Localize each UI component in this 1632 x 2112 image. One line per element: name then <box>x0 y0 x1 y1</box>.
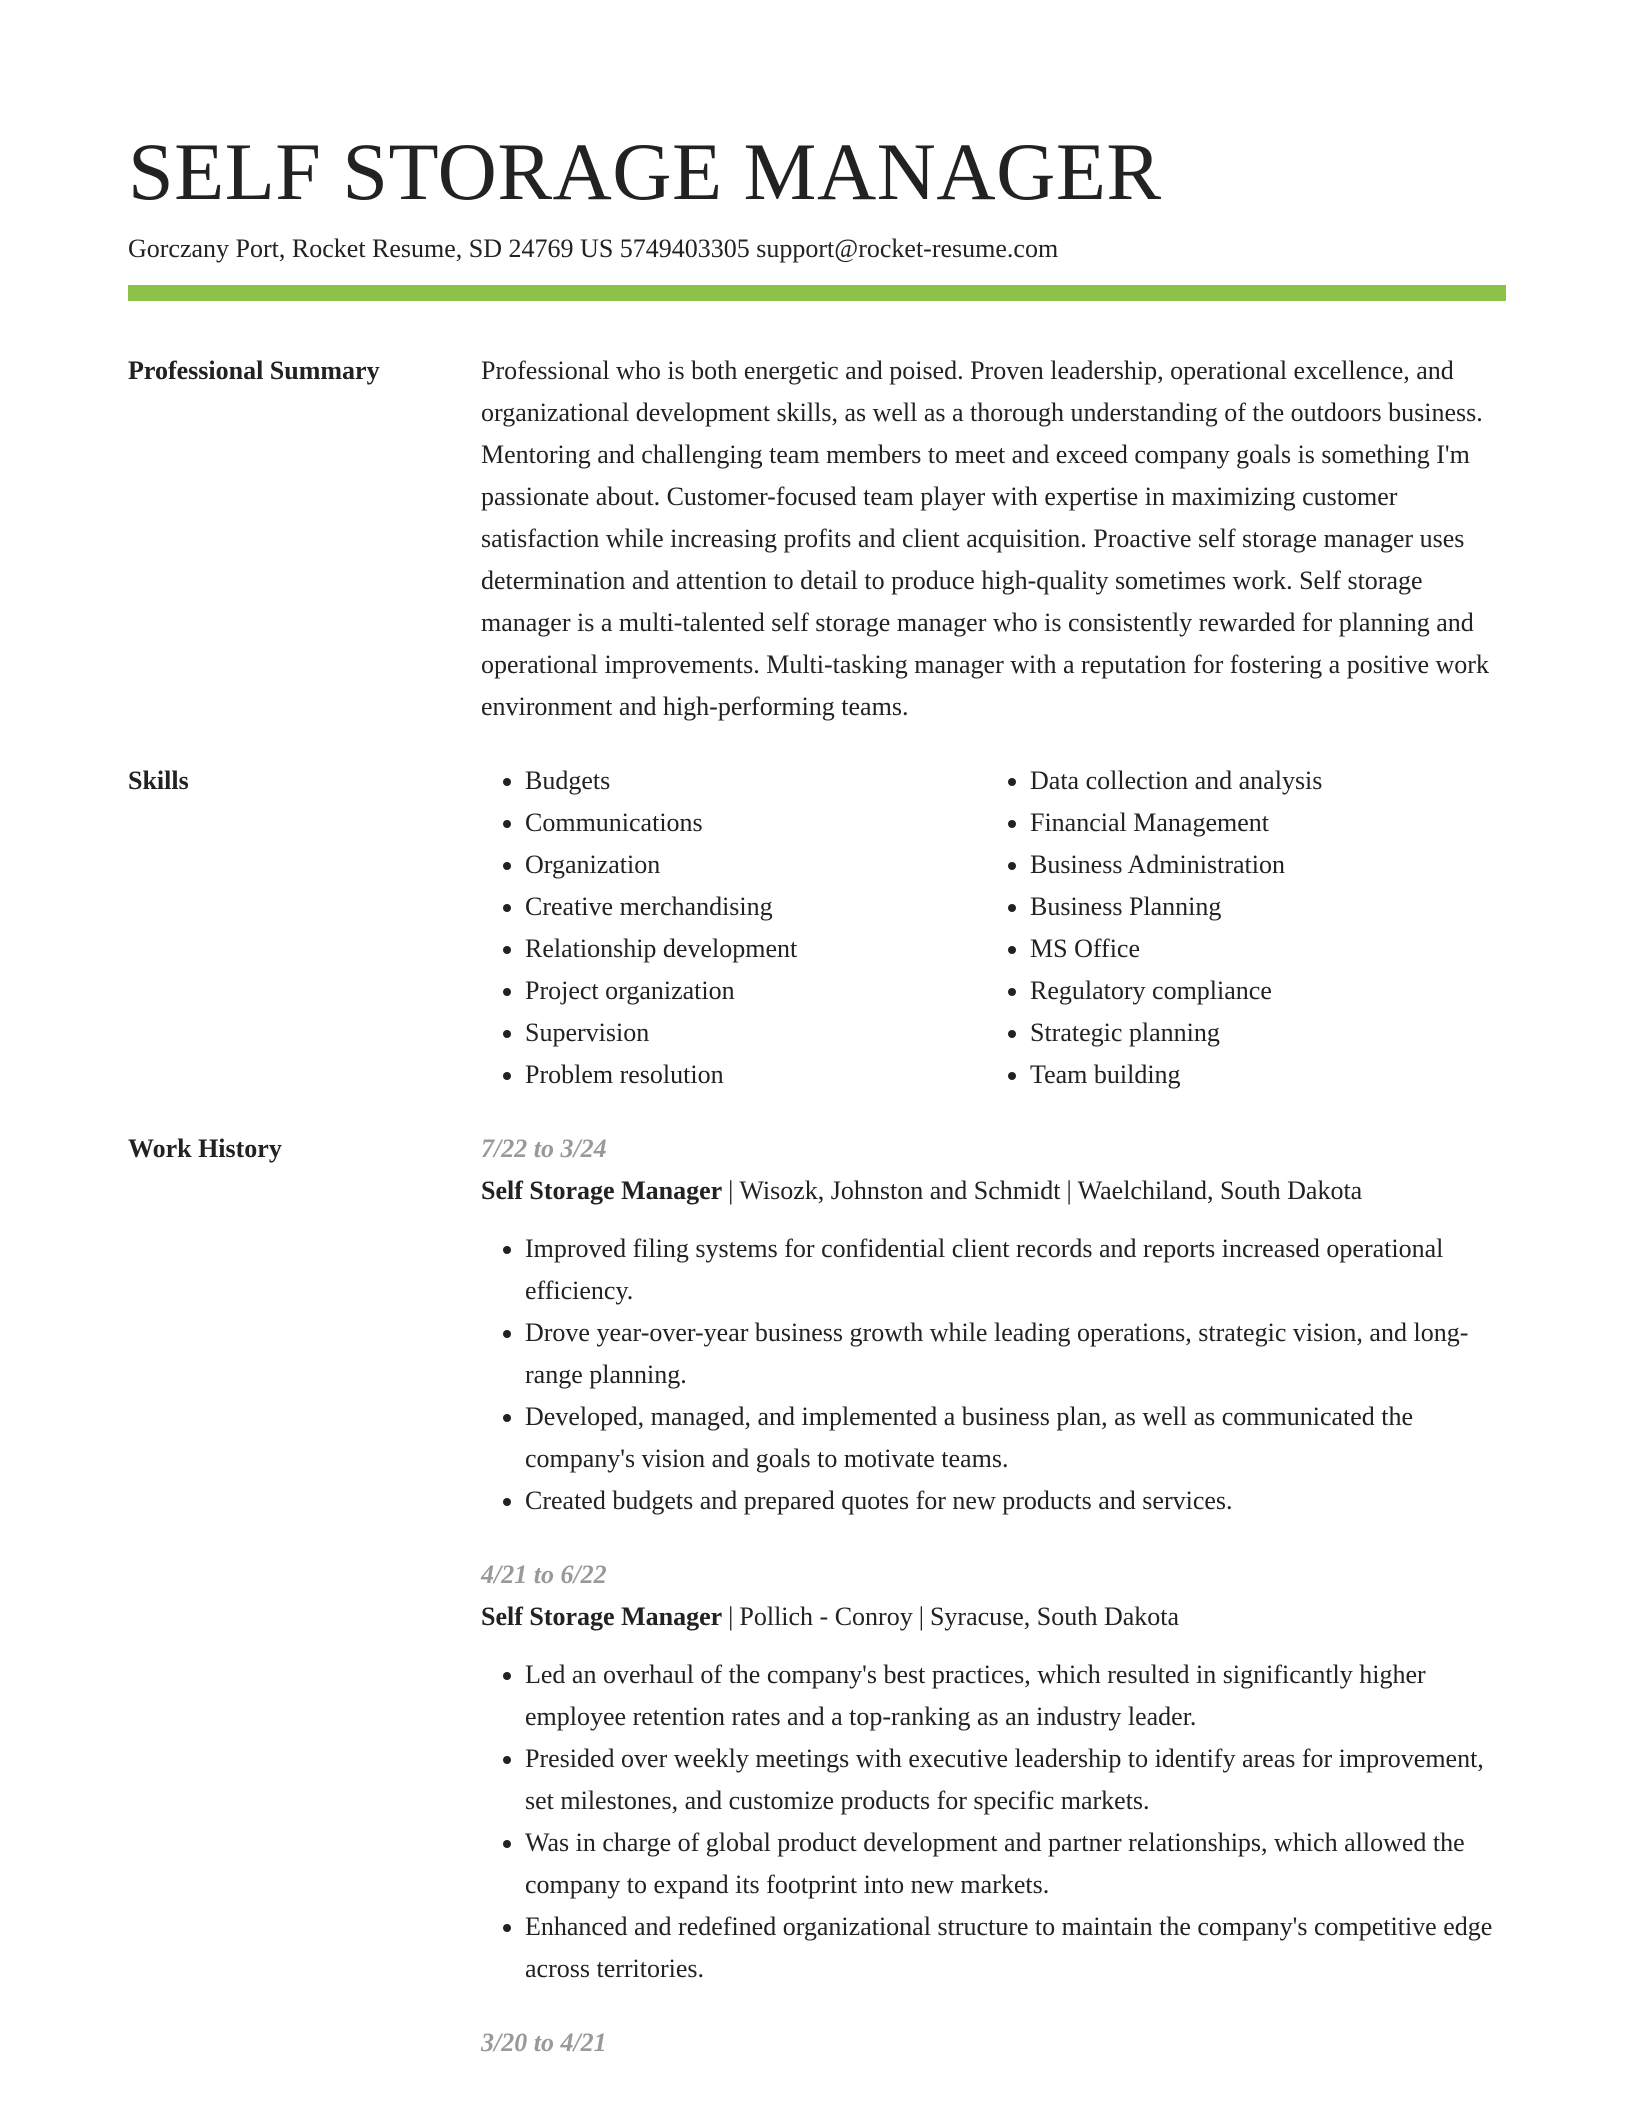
skill-item: • Creative merchandising <box>525 886 986 928</box>
skill-item: • Problem resolution <box>525 1054 986 1096</box>
contact-email: support@rocket-resume.com <box>756 234 1059 263</box>
job-bullet: • Improved filing systems for confidential client records and reports increased operational efficiency. <box>525 1228 1506 1312</box>
work-section <box>128 1128 1506 2096</box>
work-heading: Work History <box>128 1134 282 1163</box>
skill-item: • Supervision <box>525 1012 986 1054</box>
resume-content <box>128 350 1506 2096</box>
job-company: Wisozk, Johnston and Schmidt <box>739 1176 1061 1205</box>
skill-item: • Team building <box>1030 1054 1506 1096</box>
job-bullets <box>481 1228 1506 1522</box>
summary-text: Professional who is both energetic and poised. Proven leadership, operational excellence, and organizational development skills, as well as a thorough understanding of the outdoors business. Mentoring and challenging team members to meet and exceed company goals is something I'm passionate about. Customer-focused team player with expertise in maximizing customer satisfaction while increasing profits and client acquisition. Proactive self storage manager uses determination and attention to detail to produce high-quality sometimes work. Self storage manager is a multi-talented self storage manager who is consistently rewarded for planning and operational improvements. Multi-tasking manager with a reputation for fostering a positive work environment and high-performing teams. <box>481 356 1489 721</box>
contact-phone: 5749403305 <box>619 234 750 263</box>
separator: | <box>918 1602 924 1631</box>
work-body <box>481 1128 1506 2096</box>
job-company: Pollich - Conroy <box>739 1602 913 1631</box>
skills-section <box>128 760 1506 1096</box>
job-location: Syracuse, South Dakota <box>929 1602 1180 1631</box>
contact-line <box>128 232 1058 266</box>
job-entry <box>481 1128 1506 1522</box>
job-bullet: • Enhanced and redefined organizational structure to maintain the company's competitive edge across territories. <box>525 1906 1506 1990</box>
job-entry <box>481 2022 1506 2064</box>
skill-item: • Regulatory compliance <box>1030 970 1506 1012</box>
resume-page <box>128 0 1506 2112</box>
separator: | <box>728 1176 734 1205</box>
job-bullets <box>481 1654 1506 1990</box>
job-dates: 4/21 to 6/22 <box>481 1560 607 1589</box>
resume-name: SELF STORAGE MANAGER <box>128 126 1162 217</box>
skills-list-right <box>986 760 1506 1096</box>
skills-body <box>481 760 1506 1096</box>
skill-item: • Communications <box>525 802 986 844</box>
skill-item: • Business Planning <box>1030 886 1506 928</box>
separator: | <box>728 1602 734 1631</box>
skills-heading: Skills <box>128 766 189 795</box>
skill-item: • Financial Management <box>1030 802 1506 844</box>
skill-item: • Business Administration <box>1030 844 1506 886</box>
job-title: Self Storage Manager <box>481 1602 723 1631</box>
job-location: Waelchiland, South Dakota <box>1077 1176 1363 1205</box>
skill-item: • Project organization <box>525 970 986 1012</box>
skill-item: • Budgets <box>525 760 986 802</box>
separator: | <box>1066 1176 1072 1205</box>
skill-item: • Organization <box>525 844 986 886</box>
skill-item: • Data collection and analysis <box>1030 760 1506 802</box>
job-dates: 7/22 to 3/24 <box>481 1134 607 1163</box>
skills-list-left <box>481 760 986 1096</box>
job-bullet: • Led an overhaul of the company's best practices, which resulted in significantly higher employee retention rates and a top-ranking as an industry leader. <box>525 1654 1506 1738</box>
job-heading <box>481 1596 1506 1638</box>
contact-address: Gorczany Port, Rocket Resume, SD 24769 US <box>128 234 614 263</box>
skill-item: • Relationship development <box>525 928 986 970</box>
job-bullet: • Drove year-over-year business growth while leading operations, strategic vision, and long-range planning. <box>525 1312 1506 1396</box>
job-bullet: • Created budgets and prepared quotes for new products and services. <box>525 1480 1506 1522</box>
summary-section <box>128 350 1506 728</box>
job-title: Self Storage Manager <box>481 1176 723 1205</box>
job-entry <box>481 1554 1506 1990</box>
job-dates: 3/20 to 4/21 <box>481 2028 607 2057</box>
skill-item: • MS Office <box>1030 928 1506 970</box>
job-heading <box>481 1170 1506 1212</box>
job-bullet: • Was in charge of global product development and partner relationships, which allowed the company to expand its footprint into new markets. <box>525 1822 1506 1906</box>
summary-body <box>481 350 1506 728</box>
job-bullet: • Presided over weekly meetings with executive leadership to identify areas for improvement, set milestones, and customize products for specific markets. <box>525 1738 1506 1822</box>
summary-heading: Professional Summary <box>128 356 380 385</box>
header-divider <box>128 285 1506 301</box>
job-bullet: • Developed, managed, and implemented a business plan, as well as communicated the company's vision and goals to motivate teams. <box>525 1396 1506 1480</box>
skill-item: • Strategic planning <box>1030 1012 1506 1054</box>
